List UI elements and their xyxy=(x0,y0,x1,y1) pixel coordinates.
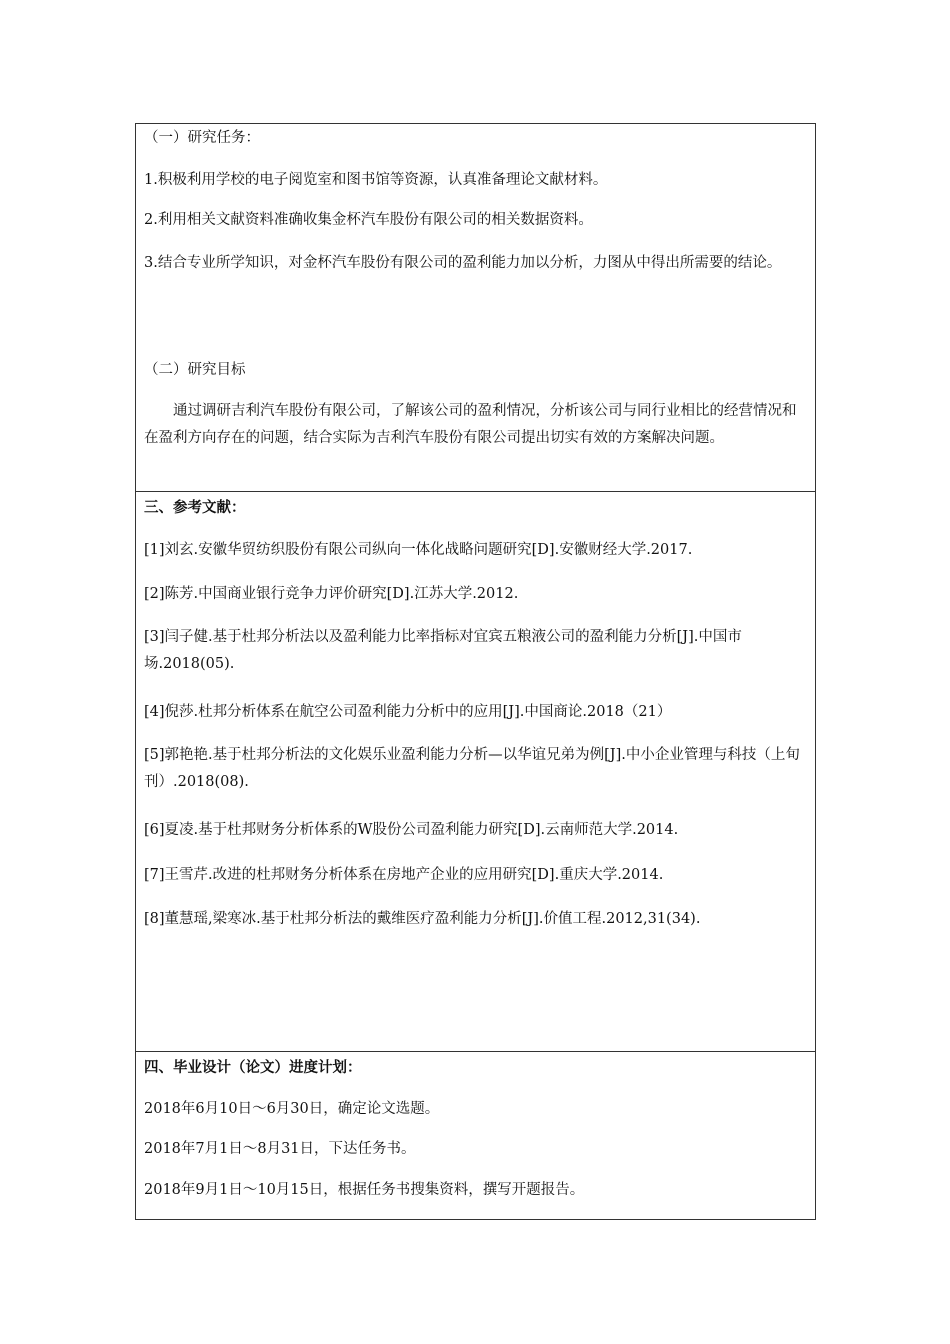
schedule-item: 2018年9月1日～10月15日，根据任务书搜集资料，撰写开题报告。 xyxy=(144,1182,585,1198)
goal-text: 通过调研吉利汽车股份有限公司，了解该公司的盈利情况，分析该公司与同行业相比的经营情况和在盈利方向存在的问题，结合实际为吉利汽车股份有限公司提出切实有效的方案解决问题。 xyxy=(144,403,797,446)
section-divider xyxy=(135,1051,816,1052)
reference-item: [5]郭艳艳.基于杜邦分析法的文化娱乐业盈利能力分析—以华谊兄弟为例[J].中小企业管理与科技（上旬刊）.2018(08). xyxy=(144,747,800,790)
task-item: 2.利用相关文献资料准确收集金杯汽车股份有限公司的相关数据资料。 xyxy=(144,212,593,228)
reference-item: [1]刘玄.安徽华贸纺织股份有限公司纵向一体化战略问题研究[D].安徽财经大学.2017. xyxy=(144,542,693,558)
task-item: 1.积极利用学校的电子阅览室和图书馆等资源，认真准备理论文献材料。 xyxy=(144,172,608,188)
tasks-heading: （一）研究任务： xyxy=(144,130,260,146)
schedule-heading: 四、毕业设计（论文）进度计划： xyxy=(144,1059,362,1076)
reference-item: [2]陈芳.中国商业银行竞争力评价研究[D].江苏大学.2012. xyxy=(144,586,519,602)
task-item: 3.结合专业所学知识，对金杯汽车股份有限公司的盈利能力加以分析，力图从中得出所需要的结论。 xyxy=(144,255,782,271)
reference-item: [6]夏凌.基于杜邦财务分析体系的W股份公司盈利能力研究[D].云南师范大学.2014. xyxy=(144,822,679,838)
schedule-item: 2018年7月1日～8月31日，下达任务书。 xyxy=(144,1141,416,1157)
reference-item: [3]闫子健.基于杜邦分析法以及盈利能力比率指标对宜宾五粮液公司的盈利能力分析[J].中国市场.2018(05). xyxy=(144,629,742,672)
references-heading: 三、参考文献： xyxy=(144,499,246,516)
reference-item: [4]倪莎.杜邦分析体系在航空公司盈利能力分析中的应用[J].中国商论.2018（21） xyxy=(144,704,672,720)
section-divider xyxy=(135,491,816,492)
reference-item: [7]王雪芹.改进的杜邦财务分析体系在房地产企业的应用研究[D].重庆大学.2014. xyxy=(144,867,664,883)
schedule-item: 2018年6月10日～6月30日，确定论文选题。 xyxy=(144,1101,440,1117)
reference-item: [8]董慧瑶,梁寒冰.基于杜邦分析法的戴维医疗盈利能力分析[J].价值工程.2012,31(34). xyxy=(144,911,701,927)
goal-heading: （二）研究目标 xyxy=(144,362,246,378)
